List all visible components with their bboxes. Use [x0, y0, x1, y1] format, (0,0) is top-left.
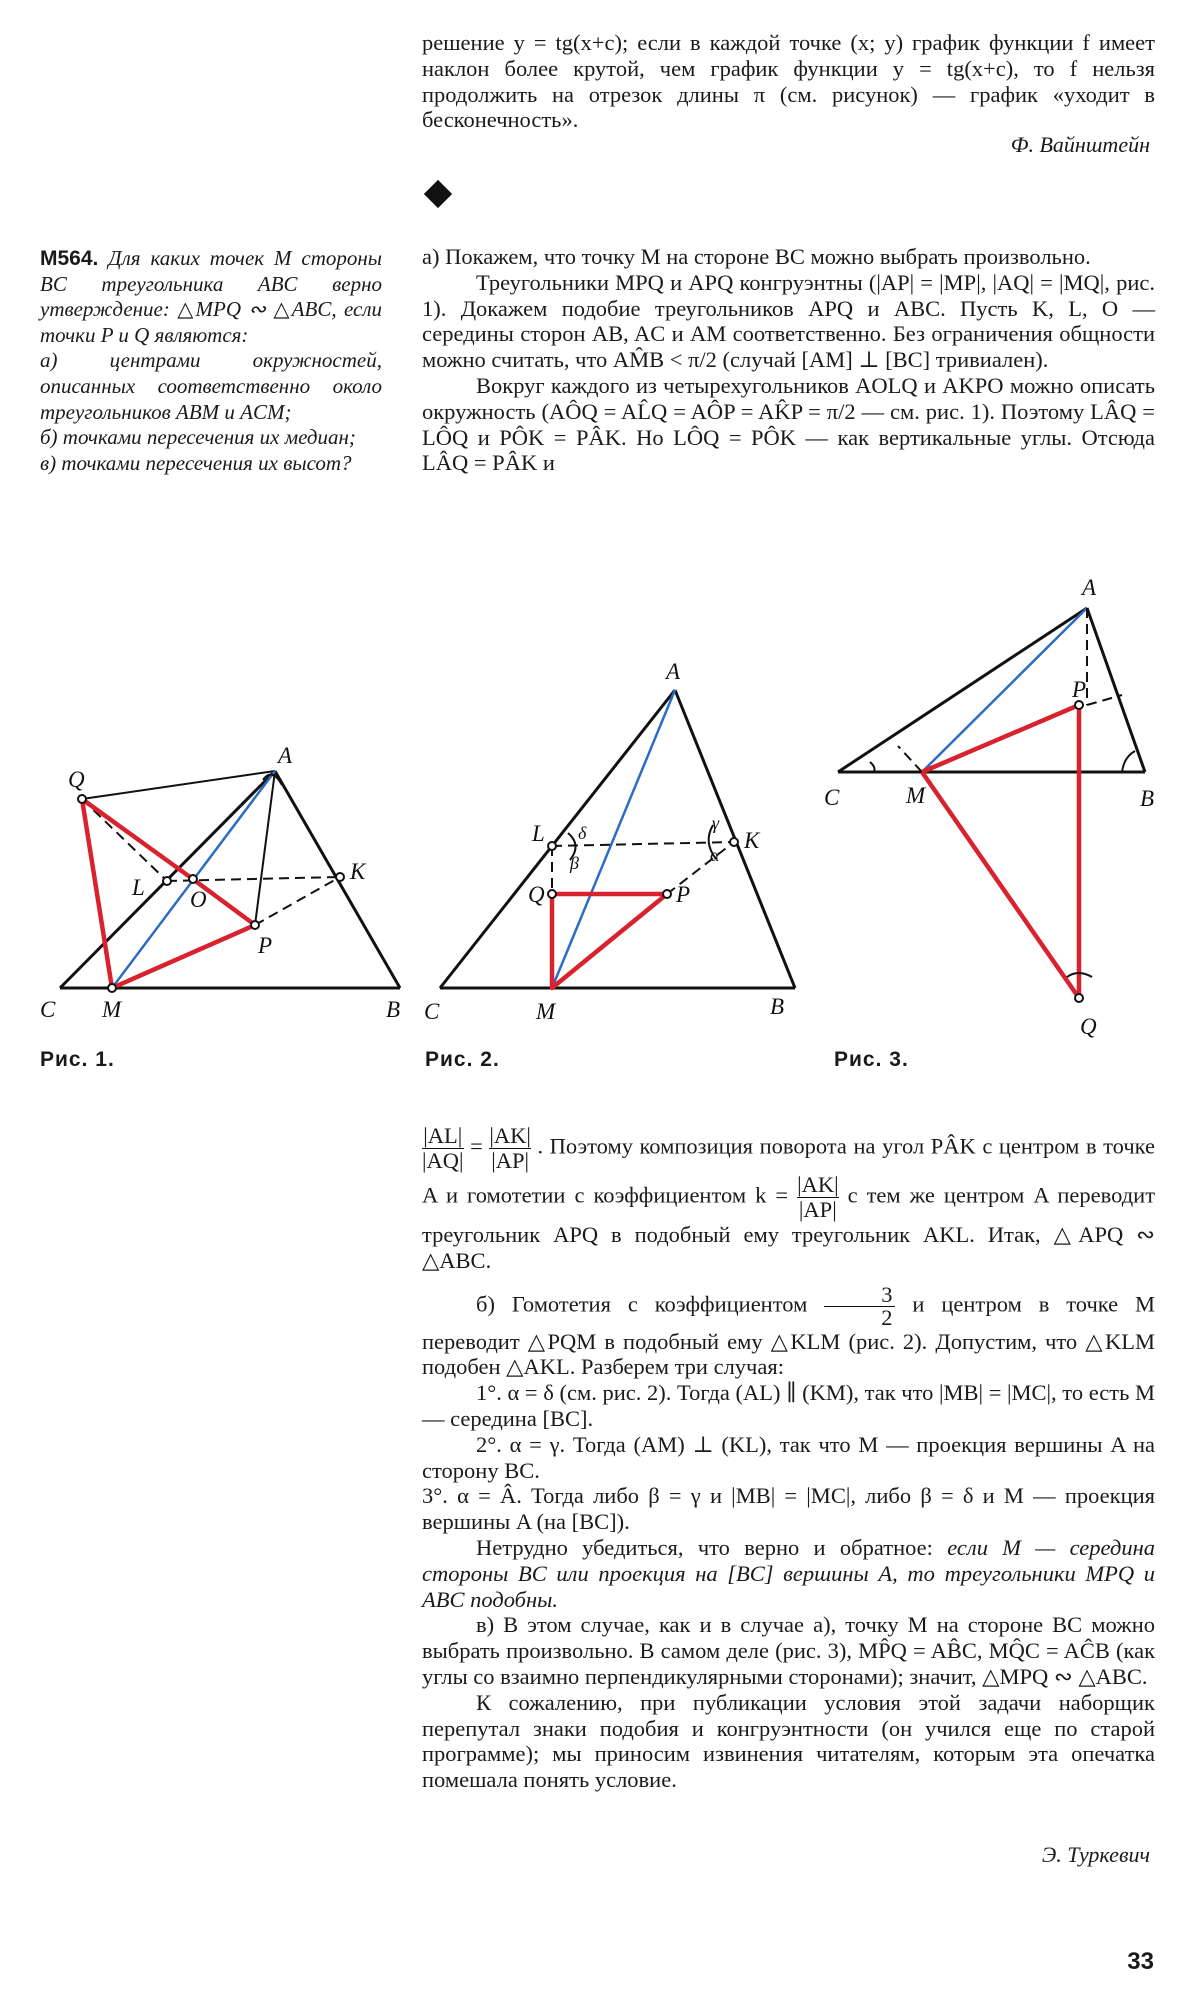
- fig2-label-k: K: [744, 828, 760, 853]
- fig3-line-am: [922, 608, 1087, 772]
- fig1-label-p: P: [258, 933, 273, 958]
- top-paragraph: решение y = tg(x+c); если в каждой точке (x; y) график функции f имеет наклон более крутой, чем график функции y = tg(x+c), то f нельзя продолжить на отрезок длины π (см. рисунок) — график «уходит в бесконечность».: [422, 30, 1155, 133]
- fig3-label-c: C: [824, 785, 840, 810]
- fig3-point-p: [1075, 701, 1083, 709]
- page-number: 33: [1127, 1948, 1154, 1975]
- figure-3: [810, 565, 1170, 1055]
- converse-paragraph: [422, 1535, 1155, 1612]
- frac-2: 2: [881, 1304, 893, 1330]
- fig2-label-b: B: [770, 994, 785, 1019]
- fig3-label-q: Q: [1080, 1014, 1097, 1039]
- fig3-label-a: A: [1082, 575, 1097, 600]
- frac-ak: |AK|: [489, 1123, 531, 1148]
- fig1-point-k: [336, 873, 344, 881]
- fig1-point-q: [78, 795, 86, 803]
- fig2-label-m: M: [536, 999, 556, 1024]
- solution-p2: Треугольники MPQ и APQ конгруэнтны (|AP| = |MP|, |AQ| = |MQ|, рис. 1). Докажем подобие треугольников APQ и ABC. Пусть K, L, O — середины сторон AB, AC и AM соответственно. Без ограничения общности можно считать, что AM̂B < π/2 (случай [AM] ⊥ [BC] тривиален).: [422, 269, 1155, 373]
- frac-eq: =: [470, 1133, 483, 1159]
- fig1-red-triangle: [82, 799, 255, 988]
- fig3-point-q: [1075, 994, 1083, 1002]
- fig2-label-delta: δ: [578, 823, 587, 843]
- fig3-label-m: M: [906, 783, 926, 808]
- converse-italic: если M — середина стороны BC или проекция на [BC] вершины A, то треугольники MPQ и ABC подобны.: [422, 1534, 1156, 1612]
- homothety-start: б) Гомотетия с коэффициентом: [476, 1291, 808, 1317]
- fig2-label-gamma: γ: [712, 813, 720, 833]
- fig2-point-l: [548, 842, 556, 850]
- solution-p3: Вокруг каждого из четырехугольников AOLQ и AKPO можно описать окружность (AÔQ = AL̂Q = AÔP = AK̂P = π/2 — см. рис. 1). Поэтому LÂQ = LÔQ и PÔK = PÂK. Но LÔQ = PÔK — как вертикальные углы. Отсюда LÂQ = PÂK и: [422, 372, 1155, 476]
- solution-c: в) В этом случае, как и в случае а), точку M на стороне BC можно выбрать произвольно. В самом деле (рис. 3), MP̂Q = AB̂C, MQ̂C = AĈB (как углы со взаимно перпендикулярными сторонами); значит, △MPQ ∾ △ABC.: [422, 1612, 1155, 1689]
- fig1-point-m: [108, 984, 116, 992]
- fig1-line-qa: [82, 771, 275, 799]
- fig2-label-l: L: [532, 821, 545, 846]
- fraction-3-2: [824, 1281, 895, 1330]
- solution-b-end: с тем же центром A переводит треугольник APQ в подобный ему треугольник AKL. Итак, △APQ ∾ △ABC.: [422, 1182, 1156, 1273]
- case-2: 2°. α = γ. Тогда (AM) ⊥ (KL), так что M — проекция вершины A на сторону BC.: [422, 1431, 1155, 1483]
- fig2-label-q: Q: [528, 882, 545, 907]
- fig1-label-a: A: [278, 743, 293, 768]
- frac-3: 3: [824, 1284, 895, 1307]
- problem-text: Для каких точек M стороны BC треугольника ABC верно утверждение: △MPQ ∾ △ABC, если точки P и Q являются:: [40, 246, 382, 347]
- problem-item-b: б) точками пересечения их медиан;: [40, 425, 356, 450]
- fig3-label-p: P: [1072, 677, 1087, 702]
- fig2-side-ca: [440, 690, 675, 988]
- solution-b-homothety: [422, 1281, 1156, 1381]
- case-1: 1°. α = δ (см. рис. 2). Тогда (AL) ∥ (KM), так что |MB| = |MC|, то есть M — середина [BC].: [422, 1380, 1155, 1431]
- problem-number: M564.: [40, 247, 99, 270]
- figure-1: [30, 735, 430, 1035]
- fig2-red-triangle: [552, 894, 667, 988]
- fig2-label-p: P: [676, 882, 691, 907]
- solution-p1: а) Покажем, что точку M на стороне BC можно выбрать произвольно.: [422, 244, 1091, 269]
- fig2-point-q: [548, 890, 556, 898]
- fraction-ak-ap: [489, 1124, 531, 1173]
- solution-lower: [422, 1124, 1155, 1793]
- fig1-label-q: Q: [68, 767, 85, 792]
- fig2-point-p: [663, 890, 671, 898]
- frac-aq: |AQ|: [422, 1148, 464, 1173]
- k-den: |AP|: [798, 1197, 837, 1222]
- top-signature: Ф. Вайнштейн: [1010, 132, 1150, 157]
- k-num: |AK|: [797, 1172, 839, 1197]
- fig3-label-b: B: [1140, 786, 1155, 811]
- diamond-separator-icon: [424, 180, 452, 208]
- apology-paragraph: К сожалению, при публикации условия этой задачи наборщик перепутал знаки подобия и конгруэнтности (он учился еще по старой программе); мы приносим извинения читателям, которым эта опечатка помешала понять условие.: [422, 1689, 1155, 1793]
- fig1-caption: Рис. 1.: [40, 1048, 115, 1071]
- converse-start: Нетрудно убедиться, что верно и обратное:: [476, 1534, 933, 1560]
- solution-upper: [422, 244, 1155, 476]
- case-3: 3°. α = Â. Тогда либо β = γ и |MB| = |MC|, либо β = δ и M — проекция вершины A (на [BC]).: [422, 1483, 1155, 1535]
- k-label: k =: [755, 1182, 789, 1208]
- fig2-point-k: [730, 838, 738, 846]
- solution-b-rest: . Поэтому композиция поворота на угол PÂK с центром в точке A и гомотетии с коэффициентом: [422, 1133, 1156, 1208]
- figure-2: [410, 655, 820, 1035]
- frac-al: |AL|: [423, 1123, 463, 1148]
- fig3-dash-mc: [898, 746, 922, 772]
- fig3-side-ca: [838, 608, 1087, 772]
- fig1-dash-pk: [255, 877, 340, 925]
- fig1-label-b: B: [386, 997, 401, 1022]
- fig1-label-c: C: [40, 997, 56, 1022]
- fig1-label-m: M: [102, 997, 122, 1022]
- fig1-label-k: K: [350, 859, 366, 884]
- fig2-label-a: A: [666, 659, 681, 684]
- fig3-angle-b: [1122, 751, 1135, 772]
- fig2-label-beta: β: [570, 853, 579, 873]
- fig2-median-am: [552, 690, 675, 988]
- homothety-rest: и центром в точке M переводит △PQM в подобный ему △KLM (рис. 2). Допустим, что △KLM подобен △AKL. Разберем три случая:: [422, 1291, 1156, 1380]
- frac-ap: |AP|: [491, 1148, 530, 1173]
- fraction-k: [797, 1173, 839, 1222]
- problem-item-a: а) центрами окружностей, описанных соответственно около треугольников ABM и ACM;: [40, 348, 382, 424]
- fig1-label-l: L: [132, 875, 145, 900]
- fig1-label-o: O: [190, 887, 207, 912]
- solution-b-intro: [422, 1124, 1155, 1274]
- fig2-label-c: C: [424, 999, 440, 1024]
- fig1-point-p: [251, 921, 259, 929]
- fig2-caption: Рис. 2.: [425, 1048, 500, 1071]
- fig3-side-ab: [1087, 608, 1145, 772]
- fig1-point-o: [189, 875, 197, 883]
- bottom-signature: Э. Туркевич: [1041, 1842, 1150, 1867]
- fig1-point-l: [163, 877, 171, 885]
- fig3-caption: Рис. 3.: [834, 1048, 909, 1071]
- problem-item-c: в) точками пересечения их высот?: [40, 450, 352, 475]
- fraction-al-aq: [422, 1124, 464, 1173]
- problem-statement: [40, 246, 382, 476]
- fig2-label-alpha: α: [710, 845, 720, 865]
